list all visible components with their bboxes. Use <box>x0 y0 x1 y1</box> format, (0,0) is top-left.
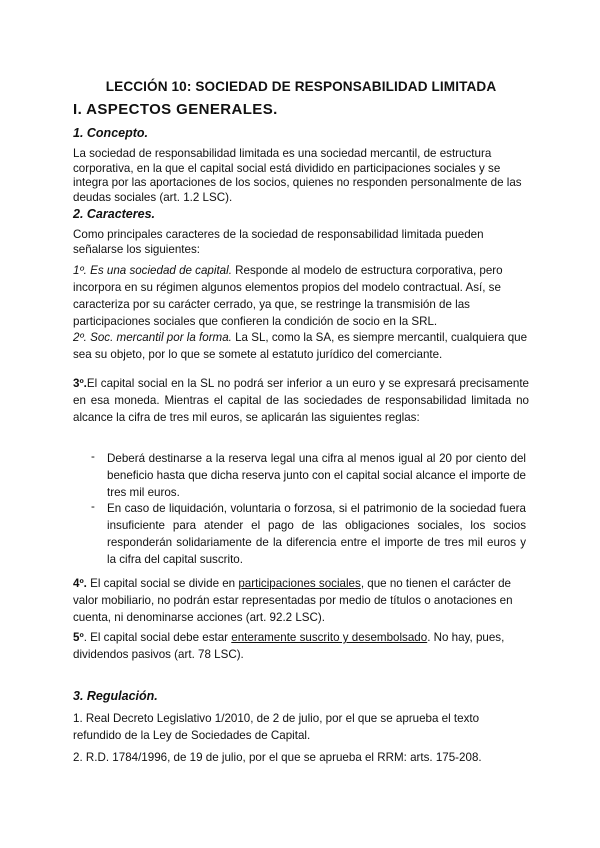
bullet-marker: - <box>91 500 95 513</box>
caracter-2-lead: 2º. Soc. mercantil por la forma. <box>73 331 232 344</box>
caracter-3-lead: 3º. <box>73 377 87 390</box>
subheading-regulacion: 3. Regulación. <box>73 689 158 703</box>
caracter-1-lead: 1º. Es una sociedad de capital. <box>73 264 232 277</box>
section-heading: I. ASPECTOS GENERALES. <box>73 101 278 118</box>
caracter-5-lead: 5º <box>73 631 84 644</box>
caracter-5-underlined: enteramente suscrito y desembolsado <box>231 631 428 644</box>
paragraph-concepto: La sociedad de responsabilidad limitada es una sociedad mercantil, de estructura corporativa, en la que el capital social está dividido en participaciones sociales y se integra por las aportaciones de los socios, quienes no responden personalmente de las deudas sociales (art. 1.2 LSC). <box>73 147 522 204</box>
caracter-1-text: Responde al modelo de estructura corporativa, pero incorpora en su régimen algunos elementos propios del modelo contractual. Así, se caracteriza por su carácter cerrado, ya que, se restringe la transmisión de las participaciones sociales que confieren la condición de socio en la SRL. <box>73 264 503 328</box>
subheading-concepto: 1. Concepto. <box>73 126 149 140</box>
list-item: En caso de liquidación, voluntaria o forzosa, si el patrimonio de la sociedad fuera insuficiente para atender el pago de las obligaciones sociales, los socios responderán solidariamente de la diferencia entre el importe de tres mil euros y la cifra del capital suscrito. <box>107 502 526 566</box>
caracter-4-lead: 4º. <box>73 577 87 590</box>
caracter-4-pre: El capital social se divide en <box>86 577 239 590</box>
list-item: Deberá destinarse a la reserva legal una cifra al menos igual al 20 por ciento del beneficio hasta que dicha reserva junto con el capital social alcance el importe de tres mil euros. <box>107 452 526 499</box>
paragraph-caracter-3 <box>73 375 529 426</box>
regulation-item: 2. R.D. 1784/1996, de 19 de julio, por el que se aprueba el RRM: arts. 175-208. <box>73 751 482 764</box>
paragraph-caracter-5 <box>73 629 529 663</box>
caracter-2-text: La SL, como la SA, es siempre mercantil, cualquiera que sea su objeto, por lo que se somete al estatuto jurídico del comerciante. <box>73 331 528 361</box>
bullet-marker: - <box>91 450 95 463</box>
caracter-4-post: , que no tienen el carácter de valor mobiliario, no podrán estar representadas por medio de títulos o anotaciones en cuenta, ni denominarse acciones (art. 92.2 LSC). <box>73 577 513 624</box>
paragraph-caracter-1 <box>73 262 529 330</box>
paragraph-caracter-2 <box>73 329 529 363</box>
regulation-item: 1. Real Decreto Legislativo 1/2010, de 2 de julio, por el que se aprueba el texto refundido de la Ley de Sociedades de Capital. <box>73 712 480 742</box>
paragraph-caracteres-intro: Como principales caracteres de la sociedad de responsabilidad limitada pueden señalarse los siguientes: <box>73 228 484 256</box>
caracter-5-pre: . El capital social debe estar <box>83 631 232 644</box>
paragraph-caracter-4 <box>73 575 529 626</box>
caracter-4-underlined: participaciones sociales <box>238 577 361 590</box>
caracter-5-post: . No hay, pues, dividendos pasivos (art. 78 LSC). <box>73 631 505 661</box>
caracter-3-text: El capital social en la SL no podrá ser inferior a un euro y se expresará precisamente en esa moneda. Mientras el capital de las sociedades de responsabilidad limitada no alcance la cifra de tres mil euros, se aplicarán las siguientes reglas: <box>73 377 529 424</box>
page-title: LECCIÓN 10: SOCIEDAD DE RESPONSABILIDAD LIMITADA <box>105 79 497 94</box>
subheading-caracteres: 2. Caracteres. <box>73 207 156 221</box>
